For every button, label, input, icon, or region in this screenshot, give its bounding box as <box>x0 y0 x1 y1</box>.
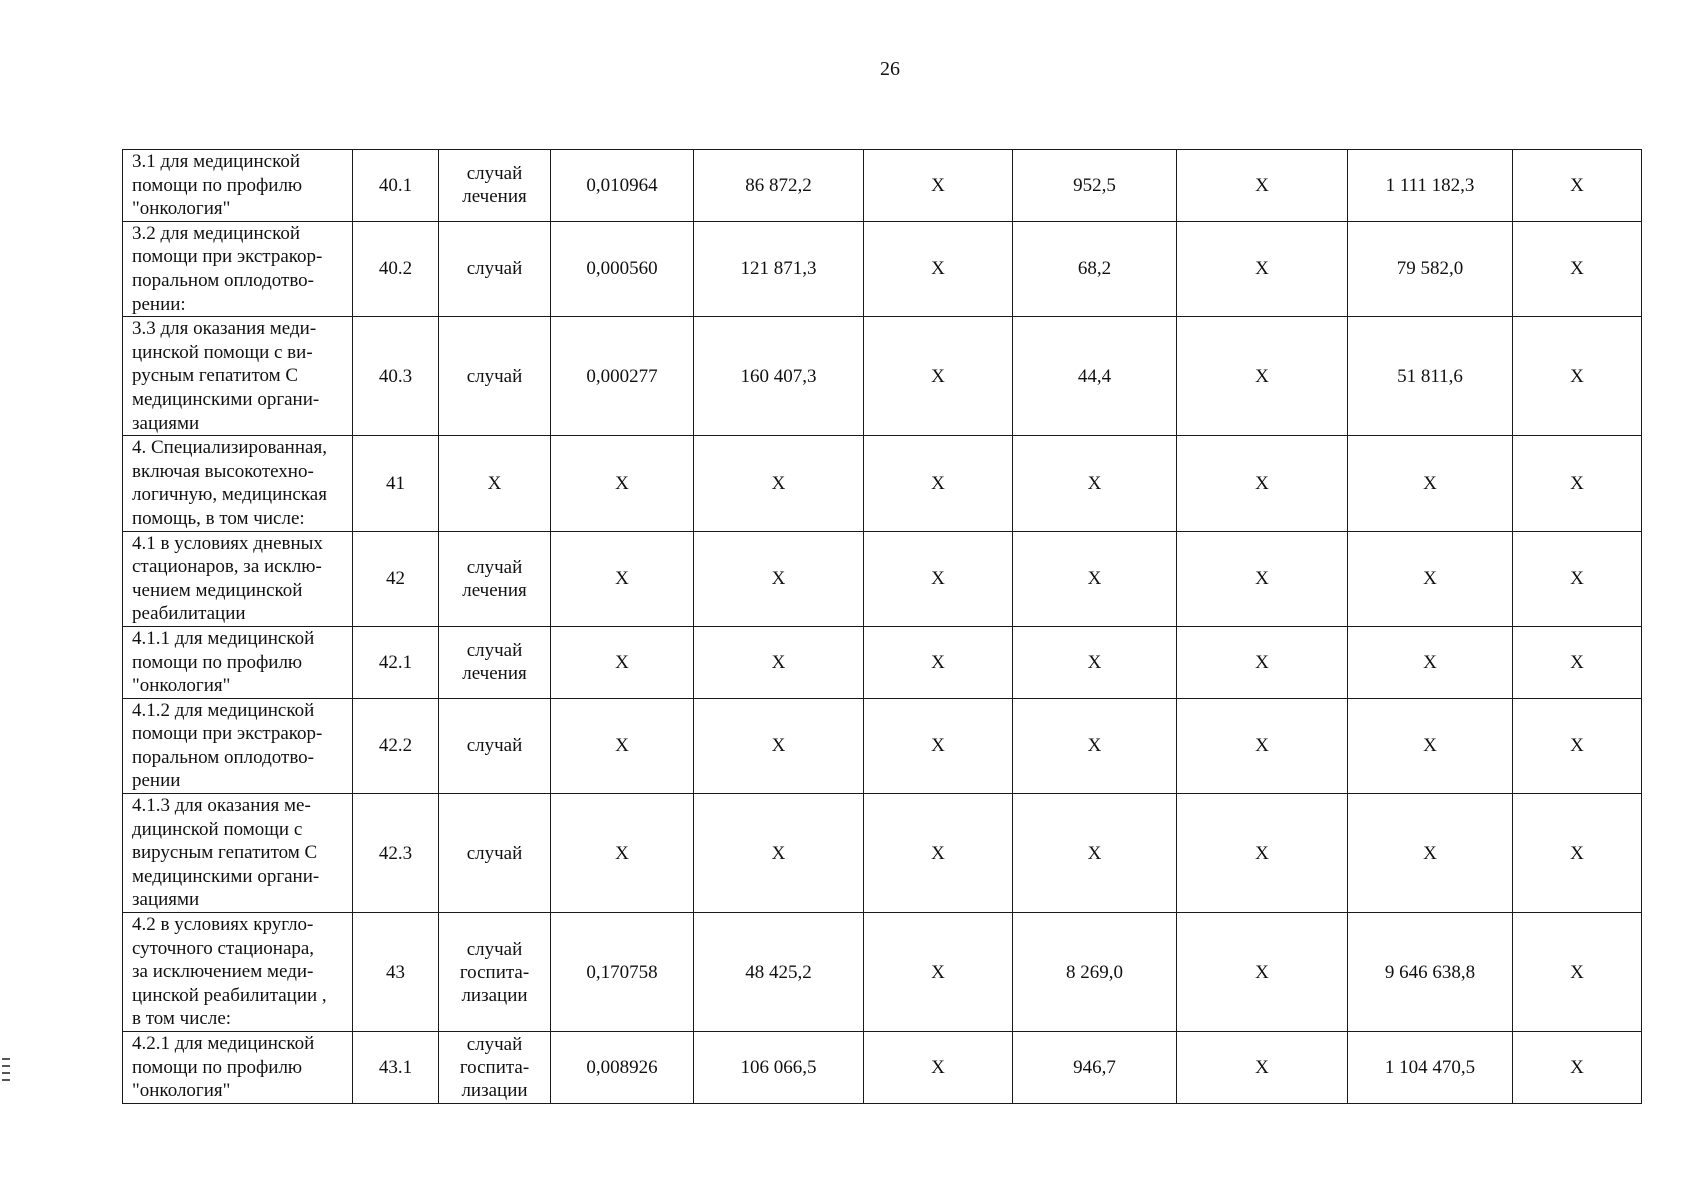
row-line-number: 43 <box>353 913 439 1032</box>
table-row <box>123 794 1642 913</box>
row-cell-5: Х <box>694 436 864 531</box>
row-description: 4.1.1 для медицинской помощи по профилю "онкология" <box>123 626 353 698</box>
row-cell-4: Х <box>551 531 694 626</box>
row-cell-10: Х <box>1513 317 1642 436</box>
row-description: 4.1.3 для оказания ме- дицинской помощи с вирусным гепатитом С медицинскими органи- зациями <box>123 794 353 913</box>
row-cell-7: 952,5 <box>1013 150 1177 222</box>
row-cell-9: 79 582,0 <box>1348 221 1513 316</box>
row-cell-10: Х <box>1513 698 1642 793</box>
row-cell-7: 946,7 <box>1013 1032 1177 1104</box>
row-cell-10: Х <box>1513 436 1642 531</box>
table-row <box>123 913 1642 1032</box>
row-line-number: 42 <box>353 531 439 626</box>
row-cell-4: Х <box>551 436 694 531</box>
row-line-number: 42.3 <box>353 794 439 913</box>
row-cell-4: 0,008926 <box>551 1032 694 1104</box>
row-cell-9: Х <box>1348 794 1513 913</box>
margin-tick <box>2 1065 10 1067</box>
table-row <box>123 626 1642 698</box>
row-unit: случай госпита- лизации <box>439 913 551 1032</box>
row-cell-5: Х <box>694 531 864 626</box>
row-cell-9: 1 104 470,5 <box>1348 1032 1513 1104</box>
binding-margin-marks <box>2 1058 10 1086</box>
row-cell-6: Х <box>864 794 1013 913</box>
row-unit: случай лечения <box>439 150 551 222</box>
row-unit: случай <box>439 698 551 793</box>
row-cell-9: 9 646 638,8 <box>1348 913 1513 1032</box>
row-cell-6: Х <box>864 698 1013 793</box>
row-cell-8: Х <box>1177 913 1348 1032</box>
margin-tick <box>2 1072 10 1074</box>
row-cell-10: Х <box>1513 794 1642 913</box>
row-cell-9: Х <box>1348 698 1513 793</box>
row-line-number: 40.3 <box>353 317 439 436</box>
row-cell-6: Х <box>864 317 1013 436</box>
row-cell-5: 121 871,3 <box>694 221 864 316</box>
row-cell-8: Х <box>1177 794 1348 913</box>
row-line-number: 40.1 <box>353 150 439 222</box>
row-cell-9: 1 111 182,3 <box>1348 150 1513 222</box>
table-row <box>123 221 1642 316</box>
row-cell-7: Х <box>1013 794 1177 913</box>
row-cell-4: 0,170758 <box>551 913 694 1032</box>
margin-tick <box>2 1079 10 1081</box>
row-description: 4.2.1 для медицинской помощи по профилю "онкология" <box>123 1032 353 1104</box>
row-unit: случай госпита- лизации <box>439 1032 551 1104</box>
row-cell-8: Х <box>1177 626 1348 698</box>
row-cell-6: Х <box>864 150 1013 222</box>
row-cell-8: Х <box>1177 317 1348 436</box>
row-cell-7: Х <box>1013 698 1177 793</box>
row-cell-4: 0,000560 <box>551 221 694 316</box>
row-unit: случай <box>439 317 551 436</box>
row-cell-7: Х <box>1013 531 1177 626</box>
row-description: 3.2 для медицинской помощи при экстракор- поральном оплодотво- рении: <box>123 221 353 316</box>
row-cell-8: Х <box>1177 698 1348 793</box>
row-cell-4: Х <box>551 698 694 793</box>
row-cell-5: Х <box>694 794 864 913</box>
row-cell-6: Х <box>864 436 1013 531</box>
row-cell-5: 106 066,5 <box>694 1032 864 1104</box>
row-cell-5: 86 872,2 <box>694 150 864 222</box>
row-cell-9: Х <box>1348 436 1513 531</box>
tariff-table <box>122 149 1642 1104</box>
row-description: 4.1.2 для медицинской помощи при экстракор- поральном оплодотво- рении <box>123 698 353 793</box>
row-cell-10: Х <box>1513 150 1642 222</box>
row-cell-7: Х <box>1013 436 1177 531</box>
row-cell-6: Х <box>864 1032 1013 1104</box>
row-cell-9: Х <box>1348 626 1513 698</box>
row-line-number: 43.1 <box>353 1032 439 1104</box>
row-line-number: 42.2 <box>353 698 439 793</box>
row-unit: Х <box>439 436 551 531</box>
row-cell-6: Х <box>864 626 1013 698</box>
table-row <box>123 1032 1642 1104</box>
table-row <box>123 531 1642 626</box>
margin-tick <box>2 1058 10 1060</box>
row-cell-8: Х <box>1177 531 1348 626</box>
page-number: 26 <box>880 58 900 80</box>
row-cell-8: Х <box>1177 1032 1348 1104</box>
row-cell-8: Х <box>1177 221 1348 316</box>
tariff-table-container <box>122 149 1641 1104</box>
row-cell-7: Х <box>1013 626 1177 698</box>
row-cell-6: Х <box>864 221 1013 316</box>
row-unit: случай лечения <box>439 626 551 698</box>
row-unit: случай <box>439 794 551 913</box>
table-row <box>123 317 1642 436</box>
row-line-number: 41 <box>353 436 439 531</box>
table-row <box>123 436 1642 531</box>
row-cell-6: Х <box>864 531 1013 626</box>
row-cell-10: Х <box>1513 1032 1642 1104</box>
row-description: 4.2 в условиях кругло- суточного стационара, за исключением меди- цинской реабилитации , в том числе: <box>123 913 353 1032</box>
table-row <box>123 150 1642 222</box>
row-cell-4: 0,000277 <box>551 317 694 436</box>
row-description: 4.1 в условиях дневных стационаров, за исклю- чением медицинской реабилитации <box>123 531 353 626</box>
row-cell-5: Х <box>694 698 864 793</box>
row-cell-7: 68,2 <box>1013 221 1177 316</box>
row-cell-9: 51 811,6 <box>1348 317 1513 436</box>
row-cell-10: Х <box>1513 221 1642 316</box>
row-cell-9: Х <box>1348 531 1513 626</box>
table-body <box>123 150 1642 1104</box>
row-cell-4: Х <box>551 626 694 698</box>
row-description: 3.1 для медицинской помощи по профилю "онкология" <box>123 150 353 222</box>
row-cell-4: 0,010964 <box>551 150 694 222</box>
row-cell-5: Х <box>694 626 864 698</box>
row-cell-8: Х <box>1177 436 1348 531</box>
row-unit: случай лечения <box>439 531 551 626</box>
row-cell-7: 44,4 <box>1013 317 1177 436</box>
row-description: 3.3 для оказания меди- цинской помощи с ви- русным гепатитом С медицинскими органи- зациями <box>123 317 353 436</box>
row-line-number: 40.2 <box>353 221 439 316</box>
row-cell-5: 48 425,2 <box>694 913 864 1032</box>
table-row <box>123 698 1642 793</box>
row-cell-7: 8 269,0 <box>1013 913 1177 1032</box>
row-cell-8: Х <box>1177 150 1348 222</box>
row-description: 4. Специализированная, включая высокотехно- логичную, медицинская помощь, в том числе: <box>123 436 353 531</box>
row-unit: случай <box>439 221 551 316</box>
row-line-number: 42.1 <box>353 626 439 698</box>
row-cell-6: Х <box>864 913 1013 1032</box>
row-cell-10: Х <box>1513 913 1642 1032</box>
row-cell-5: 160 407,3 <box>694 317 864 436</box>
row-cell-10: Х <box>1513 626 1642 698</box>
row-cell-10: Х <box>1513 531 1642 626</box>
row-cell-4: Х <box>551 794 694 913</box>
